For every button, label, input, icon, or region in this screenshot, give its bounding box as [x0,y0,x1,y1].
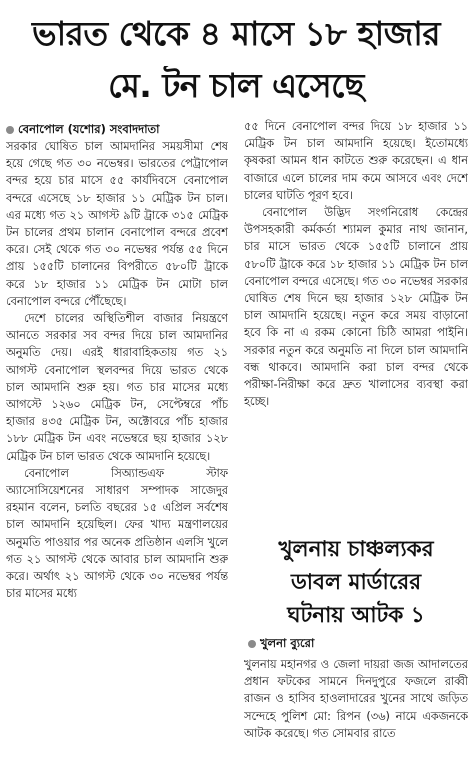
paragraph: দেশে চালের অস্থিতিশীল বাজার নিয়ন্ত্রণে আনতে সরকার সব বন্দর দিয়ে চাল আমদানির অনুমতি দেয়। এরই ধারাবাহিকতায় গত ২১ আগস্ট বেনাপোল স্থলবন্দর দিয়ে ভারত থেকে চাল আমদানি শুরু হয়। গত চার মাসের মধ্যে আগস্টে ১২৬০ মেট্রিক টন, সেপ্টেম্বরে পাঁচ হাজার ৪৩৫ মেট্রিক টন, অক্টোবরে পাঁচ হাজার ১৮৮ মেট্রিক টন এবং নভেম্বরে ছয় হাজার ১২৮ মেট্রিক টন চাল ভারত থেকে আমদানি হয়েছে। [6,312,228,463]
second-story-body [244,656,468,773]
left-column [6,138,228,773]
bullet-dot-icon [6,126,14,134]
second-story-headline-line-2: ডাবল মার্ডারের [290,570,422,595]
paragraph: সরকার ঘোষিত চাল আমদানির সময়সীমা শেষ হয়ে গেছে গত ৩০ নভেম্বর। ভারতের পেট্রাপোল বন্দর হয়ে চার মাসে ৫৫ কার্যদিবসে বেনাপোল বন্দরে এসেছে ১৮ হাজার ১১ মেট্রিক টন চাল। এর মধ্যে গত ২১ আগস্ট ৯টি ট্রাকে ৩১৫ মেট্রিক টন চালের প্রথম চালান বেনাপোল বন্দরে প্রবেশ করে। সেই থেকে গত ৩০ নভেম্বর পর্যন্ত ৫৫ দিনে প্রায় ১৫৫টি চালানের বিপরীতে ৫৮০টি ট্রাকে করে ১৮ হাজার ১১ মেট্রিক টন মোটা চাল বেনাপোল বন্দরে পৌঁছেছে। [6,140,228,308]
paragraph: বেনাপোল সিঅ্যান্ডএফ স্টাফ অ্যাসোসিয়েশনের সাধারণ সম্পাদক সাজেদুর রহমান বলেন, চলতি বছরের ১৫ এপ্রিল সর্বশেষ চাল আমদানি হয়েছিল। ফের খাদ্য মন্ত্রণালয়ের অনুমতি পাওয়ার পর অনেক প্রতিষ্ঠান এলসি খুলে গত ২১ আগস্ট থেকে আবার চাল আমদানি শুরু করে। অর্থাৎ ২১ আগস্ট থেকে ৩০ নভেম্বর পর্যন্ত চার মাসের মধ্যে [6,466,228,601]
second-story-headline-line-1: খুলনায় চাঞ্চল্যকর [278,537,434,562]
headline-line-2: মে. টন চাল এসেছে [108,66,364,105]
paragraph: খুলনায় মহানগর ও জেলা দায়রা জজ আদালতের প্রধান ফটকের সামনে দিনদুপুরে ফজলে রাব্বী রাজন ও হাসিব হাওলাদারের খুনের সাথে জড়িত সন্দেহে পুলিশ মো: রিপন (৩৬) নামে একজনকে আটক করেছে। গত সোমবার রাতে [244,658,468,740]
bullet-dot-icon [248,640,256,648]
right-column [244,118,468,510]
second-story-byline-text: খুলনা ব্যুরো [260,636,315,650]
headline-line-1: ভারত থেকে ৪ মাসে ১৮ হাজার [32,14,440,53]
byline-text: বেনাপোল (যশোর) সংবাদদাতা [18,122,160,136]
second-story-headline-line-3: ঘটনায় আটক ১ [287,603,425,628]
paragraph: ৫৫ দিনে বেনাপোল বন্দর দিয়ে ১৮ হাজার ১১ মেট্রিক টন চাল আমদানি হয়েছে। ইতোমধ্যে কৃষকরা আমন ধান কাটতে শুরু করেছেন। এ ধান বাজারে এলে চালের দাম কমে আসবে এবং দেশে চালের ঘাটতি পূরণ হবে। [244,120,468,202]
second-story-byline [248,635,314,654]
paragraph: বেনাপোল উদ্ভিদ সংগনিরোধ কেন্দ্রের উপসহকারী কর্মকর্তা শ্যামল কুমার নাথ জানান, চার মাসে ভারত থেকে ১৫৫টি চালানে প্রায় ৫৮০টি ট্রাকে করে ১৮ হাজার ১১ মেট্রিক টন চাল বেনাপোল বন্দরে এসেছে। গত ৩০ নভেম্বর সরকার ঘোষিত শেষ দিনে ছয় হাজার ১২৮ মেট্রিক টন চাল আমদানি হয়েছে। নতুন করে সময় বাড়ানো হবে কি না এ রকম কোনো চিঠি আমরা পাইনি। সরকার নতুন করে অনুমতি না দিলে চাল আমদানি বন্ধ থাকবে। আমদানি করা চাল বন্দর থেকে পরীক্ষা-নিরীক্ষা করে দ্রুত খালাসের ব্যবস্থা করা হচ্ছে। [244,206,468,409]
